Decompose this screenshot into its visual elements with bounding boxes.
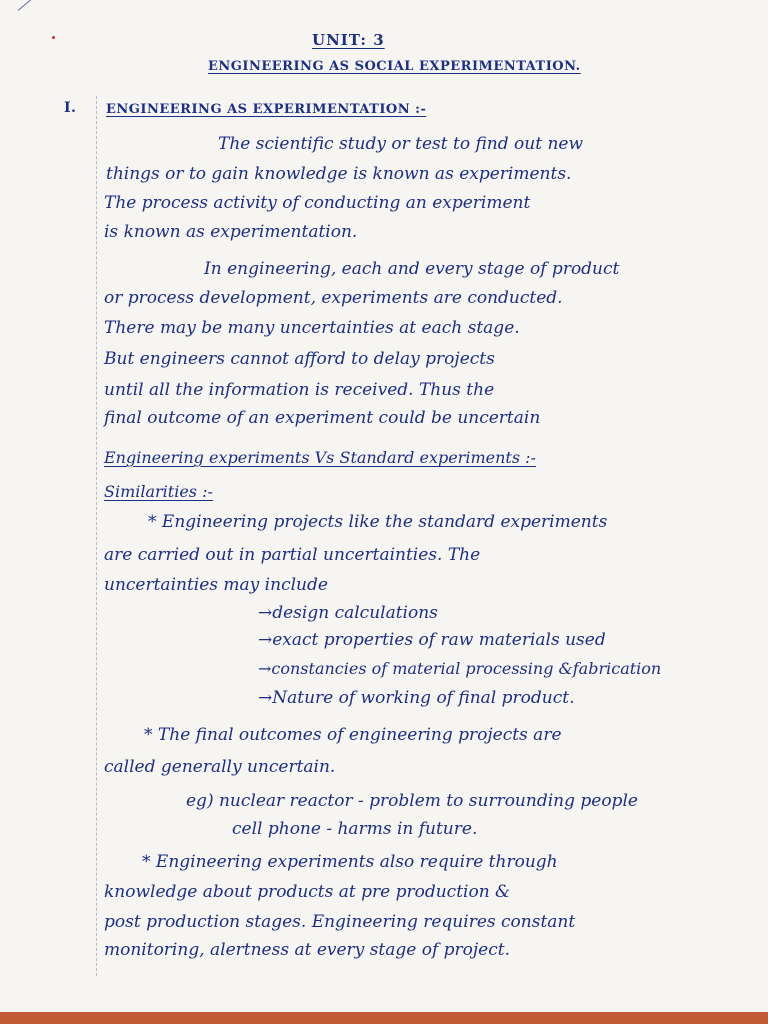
example-line-1: eg) nuclear reactor - problem to surrounding people bbox=[186, 791, 638, 811]
point3-line-4: monitoring, alertness at every stage of project. bbox=[104, 940, 510, 960]
example-line-2: cell phone - harms in future. bbox=[232, 819, 478, 839]
check-mark-icon bbox=[18, 0, 35, 11]
point1-line-1: * Engineering projects like the standard experiments bbox=[148, 512, 608, 532]
p2-line-2: or process development, experiments are conducted. bbox=[104, 288, 563, 308]
page-bottom-edge bbox=[0, 1012, 768, 1024]
p1-line-1: The scientific study or test to find out new bbox=[218, 134, 584, 154]
similarities-heading: Similarities :- bbox=[104, 482, 213, 501]
p2-line-5: until all the information is received. Thus the bbox=[104, 380, 495, 400]
section-heading: ENGINEERING AS EXPERIMENTATION :- bbox=[106, 102, 427, 117]
p1-line-2: things or to gain knowledge is known as experiments. bbox=[106, 164, 572, 184]
p2-line-1: In engineering, each and every stage of product bbox=[204, 259, 620, 279]
p2-line-3: There may be many uncertainties at each stage. bbox=[104, 318, 520, 338]
point2-line-1: * The final outcomes of engineering projects are bbox=[144, 725, 562, 745]
arrow-item-4: →Nature of working of final product. bbox=[258, 688, 575, 708]
red-dot bbox=[52, 36, 55, 39]
p2-line-4: But engineers cannot afford to delay projects bbox=[104, 349, 495, 369]
point1-line-2: are carried out in partial uncertainties. The bbox=[104, 545, 481, 565]
comparison-heading: Engineering experiments Vs Standard experiments :- bbox=[104, 448, 536, 467]
arrow-item-3: →constancies of material processing &fabrication bbox=[258, 659, 662, 678]
p1-line-4: is known as experimentation. bbox=[104, 222, 358, 242]
point2-line-2: called generally uncertain. bbox=[104, 757, 336, 777]
point3-line-2: knowledge about products at pre production & bbox=[104, 882, 511, 902]
p2-line-6: final outcome of an experiment could be uncertain bbox=[104, 408, 541, 428]
arrow-item-1: →design calculations bbox=[258, 603, 438, 623]
point1-line-3: uncertainties may include bbox=[104, 575, 328, 595]
margin-line bbox=[96, 96, 97, 976]
point3-line-3: post production stages. Engineering requires constant bbox=[104, 912, 576, 932]
point3-line-1: * Engineering experiments also require through bbox=[142, 852, 558, 872]
arrow-item-2: →exact properties of raw materials used bbox=[258, 630, 606, 650]
section-number: I. bbox=[64, 100, 77, 116]
p1-line-3: The process activity of conducting an experiment bbox=[104, 193, 531, 213]
subtitle: ENGINEERING AS SOCIAL EXPERIMENTATION. bbox=[208, 59, 581, 74]
unit-title: UNIT: 3 bbox=[312, 31, 385, 49]
